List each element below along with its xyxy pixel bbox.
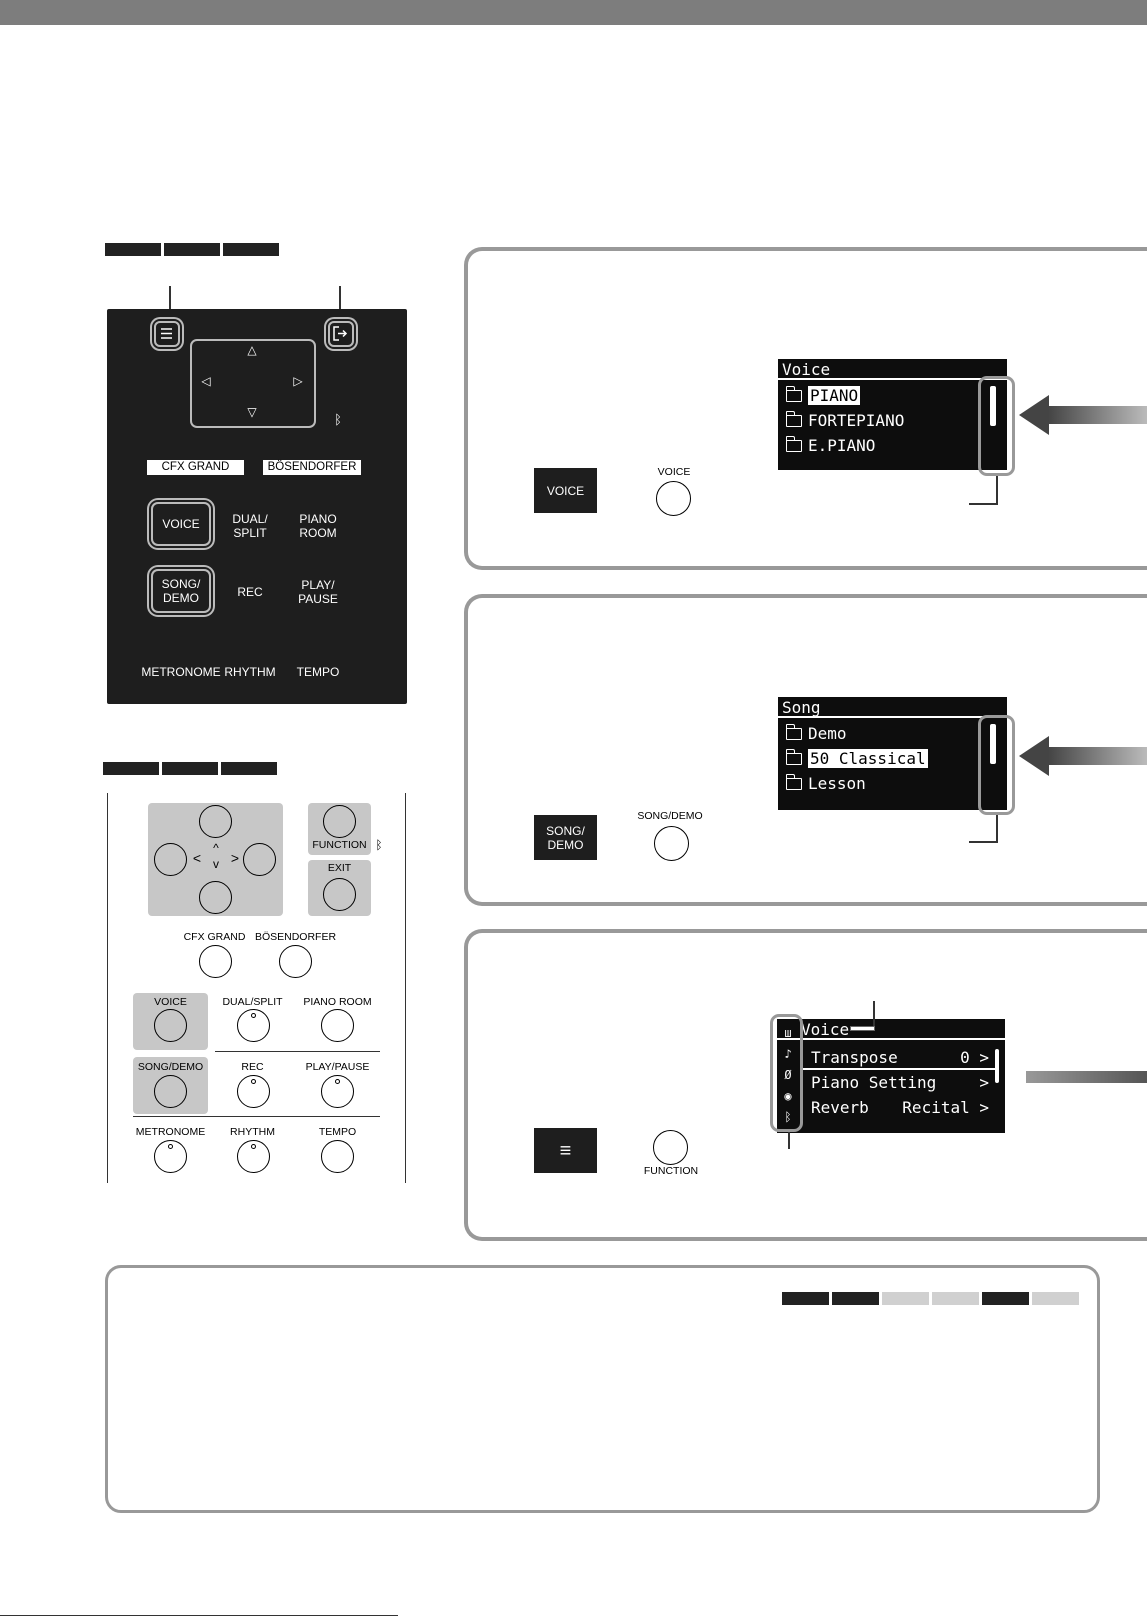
- bosendorfer-label: BÖSENDORFER: [263, 460, 361, 475]
- piano-room-button[interactable]: [288, 512, 348, 540]
- dual-split-label-2: SPLIT: [233, 526, 267, 540]
- piano-room-label-1: PIANO: [299, 512, 337, 526]
- model-tabs-top: [105, 243, 279, 256]
- list-item-label: Demo: [808, 724, 847, 743]
- dual-split-label-1: DUAL/: [232, 512, 268, 526]
- piano-room-label-2: ROOM: [299, 526, 337, 540]
- list-item-label: 50 Classical: [810, 749, 926, 768]
- bosendorfer-button[interactable]: [279, 945, 312, 978]
- down-arrow-icon[interactable]: ▽: [247, 405, 257, 419]
- metronome-button[interactable]: METRONOME: [141, 665, 221, 679]
- model-tab: [164, 243, 220, 256]
- callout-line: [969, 503, 998, 505]
- voice-button-label: VOICE: [546, 483, 585, 498]
- down-button[interactable]: [199, 881, 232, 914]
- panel-edge-left: [107, 793, 108, 1183]
- bluetooth-icon: ᛒ: [375, 838, 383, 852]
- model-tab: [932, 1292, 979, 1305]
- callout-line: [996, 476, 998, 504]
- led-indicator: [251, 1013, 256, 1018]
- metronome-label: METRONOME: [135, 1126, 206, 1138]
- bosendorfer-label: BÖSENDORFER: [254, 931, 337, 943]
- model-tab: [221, 762, 277, 775]
- menu-icon: ≡: [559, 1139, 572, 1162]
- voice-button[interactable]: [151, 502, 211, 546]
- metronome-icon[interactable]: Ø: [784, 1068, 792, 1082]
- arrow-shaft: [1026, 1071, 1147, 1083]
- play-pause-label-2: PAUSE: [298, 592, 338, 606]
- up-button[interactable]: [199, 805, 232, 838]
- menu-row[interactable]: [803, 1095, 997, 1120]
- up-arrow-icon[interactable]: △: [247, 343, 257, 357]
- voice-button-clp[interactable]: [534, 468, 597, 513]
- led-indicator: [251, 1079, 256, 1084]
- control-panel-csp: [107, 793, 407, 1183]
- voice-button-csp[interactable]: [656, 481, 691, 516]
- lcd-title: Song: [778, 697, 1007, 718]
- up-chevron-icon: ^: [213, 841, 219, 855]
- cfx-grand-label: CFX GRAND: [147, 460, 244, 475]
- song-demo-label-2: DEMO: [547, 837, 584, 852]
- led-indicator: [168, 1144, 173, 1149]
- list-item[interactable]: [778, 408, 1007, 433]
- category-highlight: [770, 1014, 803, 1132]
- dual-split-label: DUAL/SPLIT: [222, 996, 283, 1008]
- rhythm-label: RHYTHM: [230, 1126, 275, 1138]
- scrollbar-highlight: [978, 715, 1015, 815]
- down-chevron-icon: v: [213, 857, 219, 871]
- voice-label: VOICE: [154, 996, 187, 1008]
- cfx-grand-label: CFX GRAND: [183, 931, 246, 943]
- header-bar: [0, 0, 1147, 25]
- scrollbar-highlight: [978, 376, 1015, 476]
- bluetooth-icon: ᛒ: [334, 412, 342, 427]
- tempo-button[interactable]: TEMPO: [296, 665, 340, 679]
- right-arrow-icon[interactable]: ▷: [293, 374, 303, 388]
- led-indicator: [335, 1079, 340, 1084]
- model-tab: [782, 1292, 829, 1305]
- callout-line: [969, 841, 998, 843]
- dual-split-button[interactable]: [220, 512, 280, 540]
- piano-keys-icon[interactable]: ш: [784, 1026, 792, 1040]
- left-button[interactable]: [154, 843, 187, 876]
- play-pause-button[interactable]: [288, 578, 348, 606]
- arrow-icon: [1019, 395, 1049, 435]
- title-highlight: [850, 1026, 875, 1031]
- menu-row[interactable]: [803, 1070, 997, 1095]
- note-icon[interactable]: ♪: [784, 1047, 792, 1061]
- song-demo-button[interactable]: [154, 1075, 187, 1108]
- lcd-voice-list: [778, 359, 1007, 470]
- rec-button[interactable]: REC: [237, 585, 263, 599]
- voice-button-label: VOICE: [162, 517, 200, 531]
- arrow-icon: [1019, 736, 1049, 776]
- exit-button[interactable]: [328, 321, 354, 347]
- list-item[interactable]: [778, 771, 1007, 796]
- model-tab: [832, 1292, 879, 1305]
- folder-icon: [786, 415, 802, 427]
- piano-room-button[interactable]: [321, 1009, 354, 1042]
- list-item-label: E.PIANO: [808, 436, 876, 455]
- menu-row[interactable]: [803, 1045, 997, 1070]
- list-item-label: FORTEPIANO: [808, 411, 905, 430]
- function-button[interactable]: [323, 805, 356, 838]
- song-demo-label: SONG/DEMO: [137, 1061, 204, 1073]
- model-tabs-note: [782, 1292, 1079, 1305]
- function-circle-label: FUNCTION: [643, 1165, 699, 1177]
- model-tab: [162, 762, 218, 775]
- folder-icon: [786, 728, 802, 740]
- voice-button[interactable]: [154, 1009, 187, 1042]
- song-demo-button[interactable]: [151, 569, 211, 613]
- control-panel-clp: [107, 309, 407, 704]
- song-demo-button-clp[interactable]: [534, 815, 597, 860]
- model-tab: [1032, 1292, 1079, 1305]
- folder-icon: [786, 390, 802, 402]
- folder-icon: [786, 753, 802, 765]
- lcd-function-menu: [777, 1019, 1005, 1133]
- function-button-csp[interactable]: [653, 1130, 688, 1165]
- model-tab: [982, 1292, 1029, 1305]
- folder-icon: [786, 778, 802, 790]
- voice-circle-label: VOICE: [657, 466, 691, 478]
- footer-rule: [0, 1615, 398, 1616]
- exit-icon: [330, 323, 351, 344]
- panel-edge-right: [405, 793, 406, 1183]
- arrow-shaft: [1048, 406, 1147, 424]
- menu-row-value: 0 >: [960, 1048, 989, 1067]
- song-demo-label-2: DEMO: [163, 591, 199, 605]
- row-divider: [133, 1116, 380, 1117]
- model-tab: [882, 1292, 929, 1305]
- record-icon[interactable]: ◉: [784, 1089, 792, 1103]
- list-item[interactable]: [778, 746, 1007, 771]
- row-divider: [215, 1051, 380, 1052]
- tempo-label: TEMPO: [318, 1126, 357, 1138]
- left-arrow-icon[interactable]: ◁: [201, 374, 211, 388]
- model-tab: [105, 243, 161, 256]
- song-demo-label-1: SONG/: [161, 577, 201, 591]
- model-tab: [103, 762, 159, 775]
- list-item-label: PIANO: [810, 386, 859, 405]
- tempo-button[interactable]: [321, 1140, 354, 1173]
- cfx-grand-button[interactable]: [199, 945, 232, 978]
- menu-row-value: >: [979, 1073, 989, 1092]
- list-item-label: Lesson: [808, 774, 866, 793]
- right-chevron-icon: >: [230, 850, 240, 866]
- function-label: FUNCTION: [312, 839, 367, 851]
- song-demo-label-1: SONG/: [546, 823, 585, 838]
- exit-button[interactable]: [323, 878, 356, 911]
- menu-row-value: Recital >: [902, 1098, 989, 1117]
- menu-row-label: Reverb: [811, 1098, 869, 1117]
- folder-icon: [786, 440, 802, 452]
- left-chevron-icon: <: [192, 850, 202, 866]
- exit-label: EXIT: [327, 862, 352, 874]
- callout-line: [788, 1132, 790, 1149]
- model-tab: [223, 243, 279, 256]
- menu-row-label: Transpose: [811, 1048, 898, 1067]
- play-pause-label: PLAY/PAUSE: [305, 1061, 370, 1073]
- play-pause-label-1: PLAY/: [301, 578, 335, 592]
- led-indicator: [251, 1144, 256, 1149]
- model-tabs-bottom: [103, 762, 277, 775]
- lcd-title: Voice: [777, 1019, 1005, 1040]
- lcd-title: Voice: [778, 359, 1007, 380]
- list-item[interactable]: [778, 383, 1007, 408]
- right-button[interactable]: [243, 843, 276, 876]
- rhythm-button[interactable]: RHYTHM: [224, 665, 276, 679]
- list-item[interactable]: [778, 433, 1007, 458]
- menu-row-label: Piano Setting: [811, 1073, 937, 1092]
- menu-button-clp[interactable]: [534, 1128, 597, 1173]
- menu-button[interactable]: [154, 321, 180, 347]
- arrow-shaft: [1048, 747, 1147, 765]
- list-item[interactable]: [778, 721, 1007, 746]
- song-demo-circle-label: SONG/DEMO: [637, 810, 703, 822]
- song-demo-button-csp[interactable]: [654, 826, 689, 861]
- lcd-song-list: [778, 697, 1007, 810]
- cursor-pad: [190, 339, 316, 428]
- bluetooth-icon[interactable]: ᛒ: [784, 1110, 792, 1124]
- rec-label: REC: [241, 1061, 264, 1073]
- menu-icon: [156, 323, 177, 344]
- scrollbar-thumb[interactable]: [995, 1049, 999, 1083]
- piano-room-label: PIANO ROOM: [303, 996, 372, 1008]
- callout-line: [996, 815, 998, 843]
